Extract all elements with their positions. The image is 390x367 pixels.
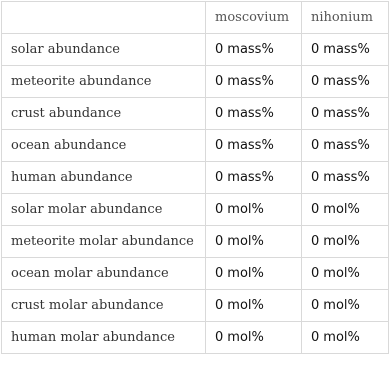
row-label: crust molar abundance [2, 290, 206, 322]
row-label: ocean molar abundance [2, 258, 206, 290]
nihonium-value-cell [302, 66, 389, 98]
row-label: crust abundance [2, 98, 206, 130]
nihonium-value-cell [302, 194, 389, 226]
row-label: solar abundance [2, 34, 206, 66]
value-unit: mass% [227, 74, 274, 89]
value-unit: mass% [323, 74, 370, 89]
nihonium-value-cell [302, 34, 389, 66]
value-unit: mol% [227, 266, 264, 281]
nihonium-value-cell [302, 322, 389, 354]
value-number: 0 [311, 330, 320, 345]
value-number: 0 [311, 106, 320, 121]
moscovium-value-cell [206, 98, 302, 130]
value-unit: mass% [227, 42, 274, 57]
value-unit: mass% [323, 106, 370, 121]
moscovium-value-cell [206, 322, 302, 354]
value-number: 0 [215, 234, 224, 249]
table-row [2, 322, 389, 354]
value-number: 0 [215, 74, 224, 89]
value-unit: mol% [227, 202, 264, 217]
value-number: 0 [215, 266, 224, 281]
value-number: 0 [215, 298, 224, 313]
nihonium-value-cell [302, 226, 389, 258]
value-unit: mol% [323, 202, 360, 217]
value-number: 0 [311, 266, 320, 281]
moscovium-value-cell [206, 34, 302, 66]
value-unit: mass% [227, 170, 274, 185]
value-number: 0 [311, 42, 320, 57]
value-number: 0 [311, 298, 320, 313]
table-row [2, 34, 389, 66]
value-number: 0 [311, 234, 320, 249]
table-row [2, 66, 389, 98]
abundance-table [1, 1, 389, 354]
value-number: 0 [215, 202, 224, 217]
value-unit: mol% [323, 266, 360, 281]
header-cell-nihonium: nihonium [302, 2, 389, 34]
value-unit: mol% [323, 330, 360, 345]
value-unit: mol% [227, 234, 264, 249]
nihonium-value-cell [302, 290, 389, 322]
table-header-row [2, 2, 389, 34]
nihonium-value-cell [302, 258, 389, 290]
value-number: 0 [215, 42, 224, 57]
moscovium-value-cell [206, 290, 302, 322]
table-row [2, 194, 389, 226]
value-unit: mass% [323, 42, 370, 57]
header-cell-corner [2, 2, 206, 34]
value-number: 0 [311, 170, 320, 185]
moscovium-value-cell [206, 194, 302, 226]
table-row [2, 162, 389, 194]
row-label: meteorite molar abundance [2, 226, 206, 258]
row-label: meteorite abundance [2, 66, 206, 98]
row-label: human molar abundance [2, 322, 206, 354]
value-number: 0 [215, 170, 224, 185]
row-label: solar molar abundance [2, 194, 206, 226]
value-unit: mol% [323, 298, 360, 313]
value-unit: mol% [323, 234, 360, 249]
value-unit: mass% [227, 106, 274, 121]
value-number: 0 [215, 330, 224, 345]
value-number: 0 [215, 106, 224, 121]
moscovium-value-cell [206, 226, 302, 258]
row-label: human abundance [2, 162, 206, 194]
header-cell-moscovium: moscovium [206, 2, 302, 34]
moscovium-value-cell [206, 258, 302, 290]
value-unit: mass% [323, 138, 370, 153]
table-row [2, 226, 389, 258]
value-number: 0 [311, 138, 320, 153]
value-unit: mass% [323, 170, 370, 185]
nihonium-value-cell [302, 162, 389, 194]
moscovium-value-cell [206, 162, 302, 194]
table-row [2, 130, 389, 162]
value-unit: mass% [227, 138, 274, 153]
value-unit: mol% [227, 330, 264, 345]
table-row [2, 98, 389, 130]
table-row [2, 258, 389, 290]
nihonium-value-cell [302, 130, 389, 162]
value-number: 0 [215, 138, 224, 153]
row-label: ocean abundance [2, 130, 206, 162]
moscovium-value-cell [206, 130, 302, 162]
value-number: 0 [311, 202, 320, 217]
table-row [2, 290, 389, 322]
nihonium-value-cell [302, 98, 389, 130]
moscovium-value-cell [206, 66, 302, 98]
value-number: 0 [311, 74, 320, 89]
value-unit: mol% [227, 298, 264, 313]
